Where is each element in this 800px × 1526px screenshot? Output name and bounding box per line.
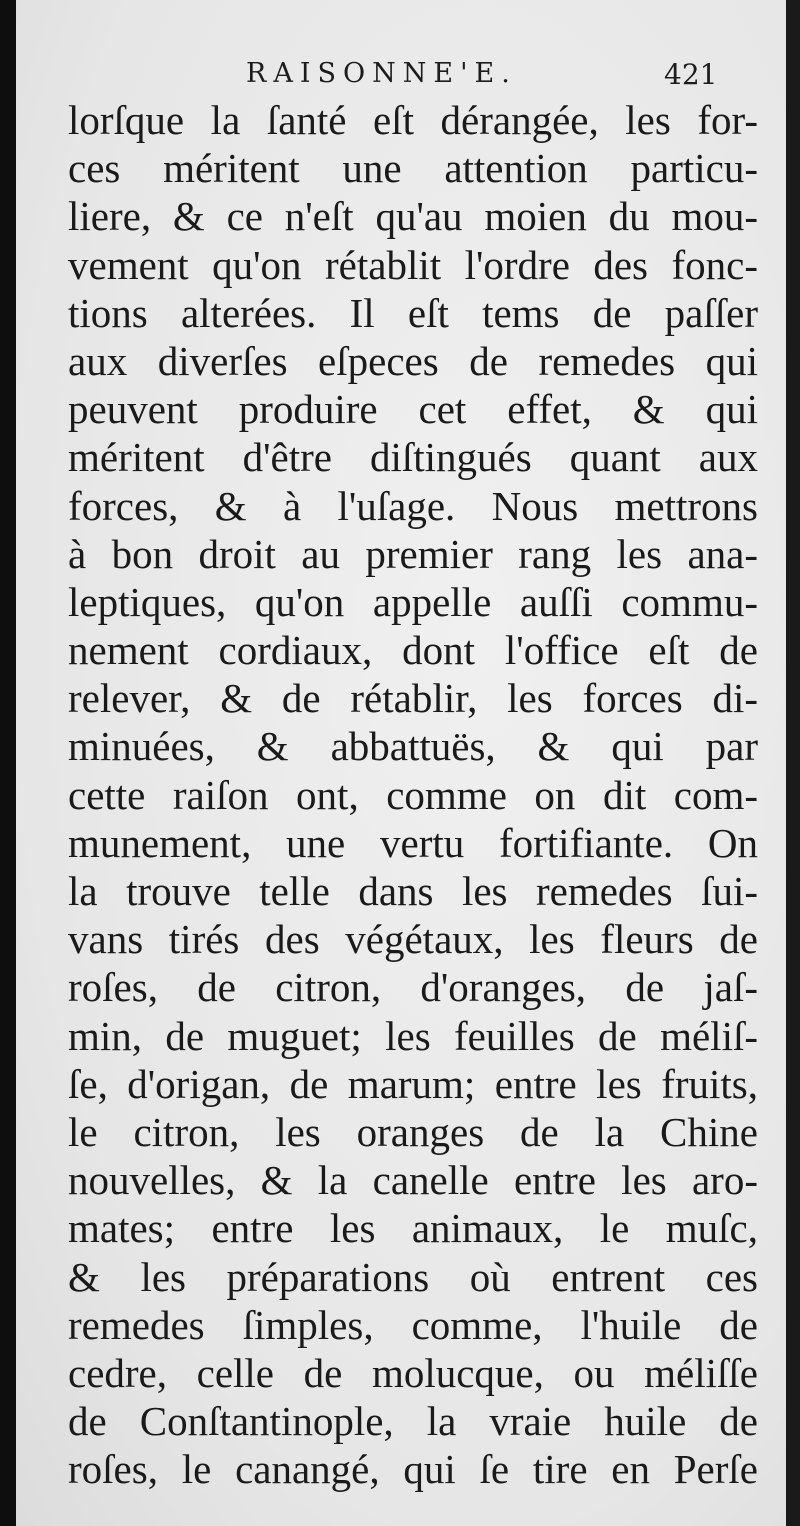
text-line: mates; entre les animaux, le muſc,	[68, 1205, 758, 1252]
text-line: le citron, les oranges de la Chine	[68, 1108, 758, 1155]
page-right-shadow	[786, 0, 800, 1526]
text-line: la trouve telle dans les remedes ſui-	[68, 868, 758, 914]
running-head: RAISONNE'E.	[246, 58, 517, 89]
text-line: leptiques, qu'on appelle auſſi commu-	[68, 578, 758, 625]
text-line: & les préparations où entrent ces	[68, 1253, 758, 1300]
text-line: méritent d'être diſtingués quant aux	[68, 434, 758, 481]
text-line: minuées, & abbattuës, & qui par	[68, 723, 758, 770]
text-line: peuvent produire cet effet, & qui	[68, 386, 758, 433]
text-line: remedes ſimples, comme, l'huile de	[68, 1301, 758, 1348]
text-line: cette raiſon ont, comme on dit com-	[68, 771, 758, 818]
page-left-shadow	[0, 0, 16, 1526]
text-line: forces, & à l'uſage. Nous mettrons	[68, 482, 758, 529]
text-line: min, de muguet; les feuilles de méliſ-	[68, 1012, 758, 1059]
text-line: à bon droit au premier rang les ana-	[68, 530, 758, 577]
text-line: vans tirés des végétaux, les fleurs de	[68, 916, 758, 963]
book-page	[16, 0, 786, 1526]
text-line: liere, & ce n'eſt qu'au moien du mou-	[68, 193, 758, 240]
text-line: de Conſtantinople, la vraie huile de	[68, 1398, 758, 1445]
text-line: vement qu'on rétablit l'ordre des fonc-	[68, 241, 758, 288]
text-line: aux diverſes eſpeces de remedes qui	[68, 337, 758, 384]
text-line: roſes, le canangé, qui ſe tire en Perſe	[68, 1446, 758, 1493]
text-line: nement cordiaux, dont l'office eſt de	[68, 627, 758, 674]
text-line: roſes, de citron, d'oranges, de jaſ-	[68, 964, 758, 1011]
page-number: 421	[664, 58, 718, 91]
text-line: nouvelles, & la canelle entre les aro-	[68, 1157, 758, 1204]
text-line: tions alterées. Il eſt tems de paſſer	[68, 289, 758, 336]
text-line: munement, une vertu fortifiante. On	[68, 819, 758, 866]
body-text	[68, 96, 758, 1493]
text-line: ſe, d'origan, de marum; entre les fruits,	[68, 1060, 758, 1107]
text-line: cedre, celle de molucque, ou méliſſe	[68, 1349, 758, 1396]
text-line: lorſque la ſanté eſt dérangée, les for-	[68, 97, 758, 143]
text-line: ces méritent une attention particu-	[68, 145, 758, 192]
text-line: relever, & de rétablir, les forces di-	[68, 675, 758, 722]
